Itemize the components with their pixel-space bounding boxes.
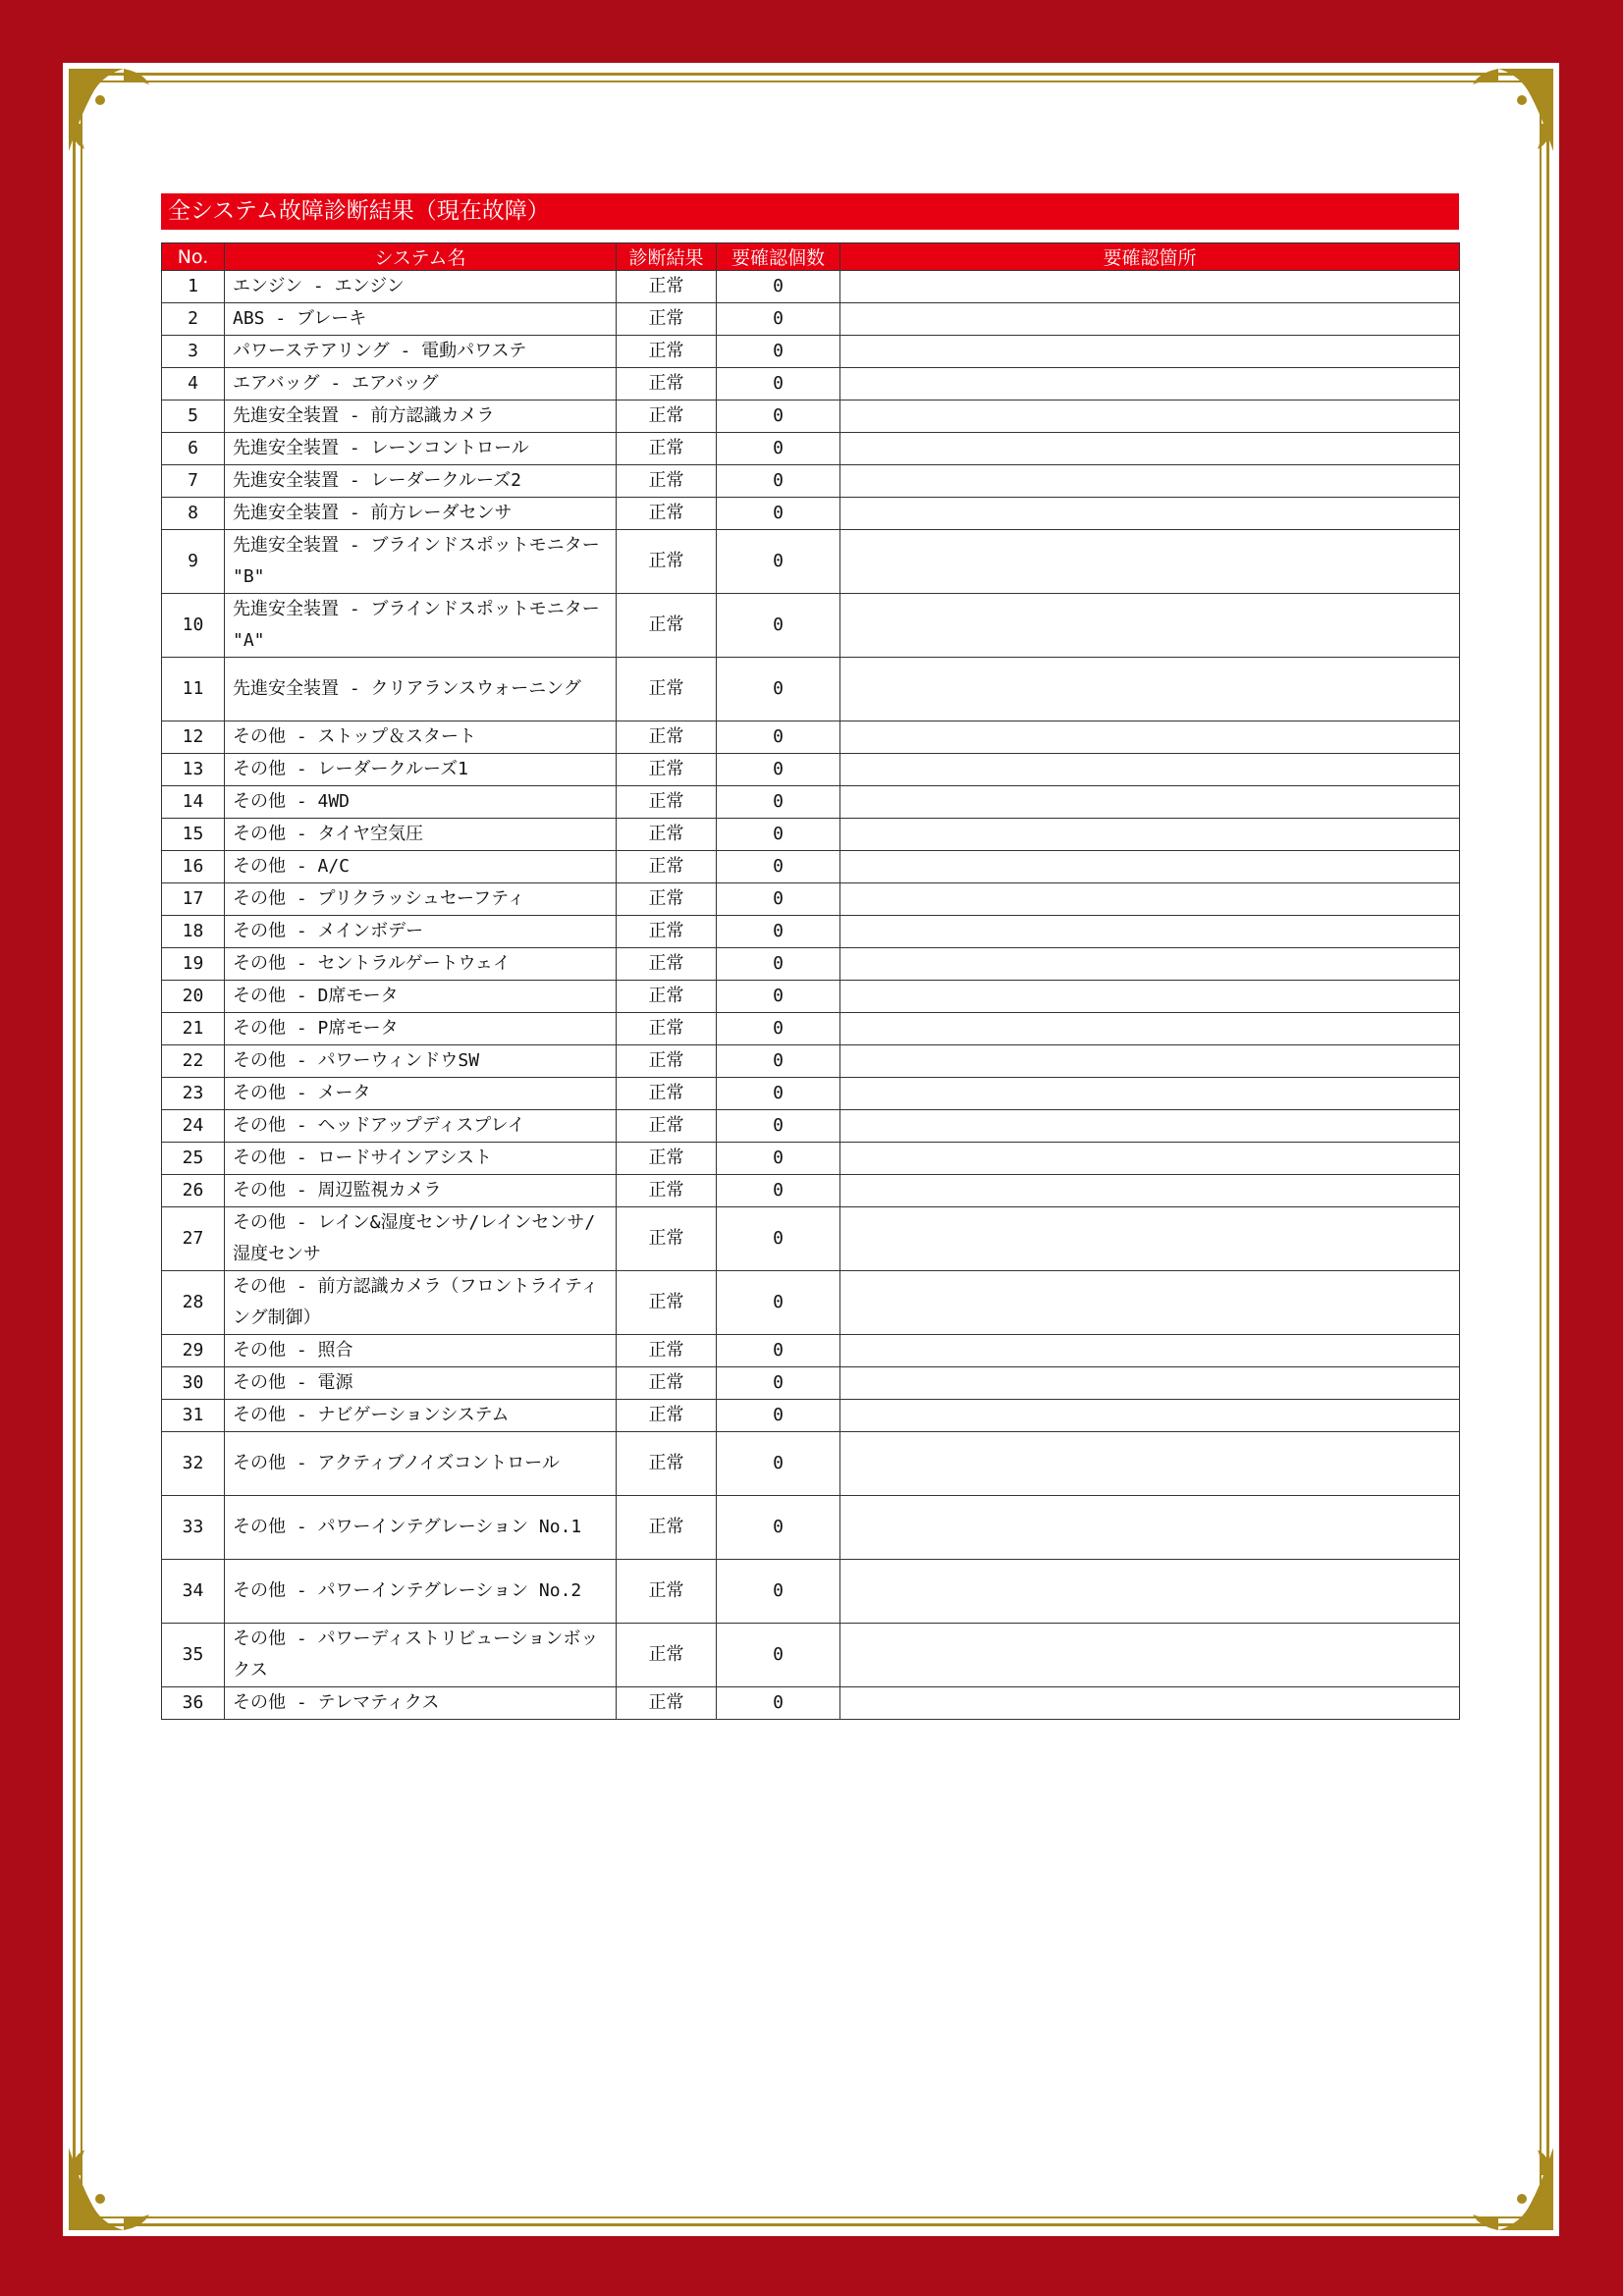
check-count-cell: 0: [717, 336, 840, 368]
diagnosis-result-cell: 正常: [617, 1400, 717, 1432]
table-header-row: [162, 243, 1460, 271]
diagnosis-result-cell: 正常: [617, 658, 717, 721]
check-count-cell: 0: [717, 1013, 840, 1045]
diagnosis-result-cell: 正常: [617, 498, 717, 530]
check-location-cell: [840, 1271, 1460, 1335]
report-sheet: [63, 63, 1559, 2236]
corner-ornament-icon: [1467, 2144, 1557, 2234]
diagnosis-result-cell: 正常: [617, 721, 717, 754]
corner-ornament-icon: [65, 65, 155, 155]
corner-ornament-icon: [65, 2144, 155, 2234]
system-name-cell: 先進安全装置 - クリアランスウォーニング: [225, 658, 617, 721]
table-row: [162, 981, 1460, 1013]
table-row: [162, 754, 1460, 786]
check-location-cell: [840, 1207, 1460, 1271]
check-count-cell: 0: [717, 303, 840, 336]
check-count-cell: 0: [717, 1687, 840, 1720]
system-name-cell: その他 - 4WD: [225, 786, 617, 819]
system-name-cell: その他 - レイン&湿度センサ/レインセンサ/湿度センサ: [225, 1207, 617, 1271]
system-name-cell: その他 - パワーディストリビューションボックス: [225, 1624, 617, 1687]
row-number: 21: [162, 1013, 225, 1045]
diagnosis-result-cell: 正常: [617, 1110, 717, 1143]
table-row: [162, 433, 1460, 465]
check-location-cell: [840, 658, 1460, 721]
check-location-cell: [840, 721, 1460, 754]
check-location-cell: [840, 594, 1460, 658]
check-count-cell: 0: [717, 948, 840, 981]
diagnosis-result-cell: 正常: [617, 400, 717, 433]
row-number: 16: [162, 851, 225, 883]
header-system-name: システム名: [225, 243, 617, 271]
system-name-cell: その他 - 前方認識カメラ（フロントライティング制御）: [225, 1271, 617, 1335]
check-count-cell: 0: [717, 1400, 840, 1432]
table-row: [162, 1432, 1460, 1496]
table-row: [162, 916, 1460, 948]
row-number: 5: [162, 400, 225, 433]
diagnosis-result-cell: 正常: [617, 1335, 717, 1367]
diagnosis-result-cell: 正常: [617, 1687, 717, 1720]
table-row: [162, 721, 1460, 754]
row-number: 29: [162, 1335, 225, 1367]
check-count-cell: 0: [717, 721, 840, 754]
check-location-cell: [840, 465, 1460, 498]
diagnosis-result-cell: 正常: [617, 916, 717, 948]
row-number: 13: [162, 754, 225, 786]
diagnosis-result-cell: 正常: [617, 1624, 717, 1687]
table-row: [162, 1400, 1460, 1432]
check-location-cell: [840, 916, 1460, 948]
table-row: [162, 1078, 1460, 1110]
check-location-cell: [840, 948, 1460, 981]
page-title: 全システム故障診断結果（現在故障）: [161, 193, 1459, 230]
system-name-cell: その他 - ロードサインアシスト: [225, 1143, 617, 1175]
check-count-cell: 0: [717, 819, 840, 851]
check-location-cell: [840, 433, 1460, 465]
check-count-cell: 0: [717, 981, 840, 1013]
diagnosis-result-cell: 正常: [617, 1175, 717, 1207]
system-name-cell: その他 - A/C: [225, 851, 617, 883]
table-row: [162, 1175, 1460, 1207]
system-name-cell: その他 - テレマティクス: [225, 1687, 617, 1720]
table-row: [162, 819, 1460, 851]
header-check-location: 要確認箇所: [840, 243, 1460, 271]
system-name-cell: 先進安全装置 - 前方レーダセンサ: [225, 498, 617, 530]
check-count-cell: 0: [717, 271, 840, 303]
row-number: 26: [162, 1175, 225, 1207]
check-count-cell: 0: [717, 1624, 840, 1687]
system-name-cell: その他 - パワーインテグレーション No.1: [225, 1496, 617, 1560]
check-location-cell: [840, 1400, 1460, 1432]
system-name-cell: 先進安全装置 - 前方認識カメラ: [225, 400, 617, 433]
check-location-cell: [840, 1045, 1460, 1078]
table-row: [162, 465, 1460, 498]
row-number: 35: [162, 1624, 225, 1687]
check-count-cell: 0: [717, 851, 840, 883]
check-location-cell: [840, 1367, 1460, 1400]
check-count-cell: 0: [717, 1367, 840, 1400]
table-row: [162, 851, 1460, 883]
check-count-cell: 0: [717, 1175, 840, 1207]
system-name-cell: その他 - ヘッドアップディスプレイ: [225, 1110, 617, 1143]
header-no: No.: [162, 243, 225, 271]
diagnosis-result-cell: 正常: [617, 336, 717, 368]
diagnosis-result-cell: 正常: [617, 1207, 717, 1271]
check-count-cell: 0: [717, 400, 840, 433]
check-location-cell: [840, 303, 1460, 336]
check-count-cell: 0: [717, 1143, 840, 1175]
row-number: 31: [162, 1400, 225, 1432]
system-name-cell: ABS - ブレーキ: [225, 303, 617, 336]
check-count-cell: 0: [717, 754, 840, 786]
diagnosis-result-cell: 正常: [617, 1045, 717, 1078]
check-location-cell: [840, 498, 1460, 530]
system-name-cell: その他 - パワーインテグレーション No.2: [225, 1560, 617, 1624]
check-location-cell: [840, 1624, 1460, 1687]
row-number: 36: [162, 1687, 225, 1720]
row-number: 23: [162, 1078, 225, 1110]
check-count-cell: 0: [717, 1045, 840, 1078]
table-row: [162, 271, 1460, 303]
check-count-cell: 0: [717, 368, 840, 400]
table-row: [162, 1271, 1460, 1335]
check-location-cell: [840, 1143, 1460, 1175]
check-location-cell: [840, 530, 1460, 594]
check-location-cell: [840, 786, 1460, 819]
table-row: [162, 948, 1460, 981]
check-location-cell: [840, 1560, 1460, 1624]
check-location-cell: [840, 754, 1460, 786]
table-row: [162, 1496, 1460, 1560]
row-number: 30: [162, 1367, 225, 1400]
table-row: [162, 594, 1460, 658]
diagnosis-result-cell: 正常: [617, 1432, 717, 1496]
system-name-cell: その他 - メータ: [225, 1078, 617, 1110]
row-number: 9: [162, 530, 225, 594]
check-location-cell: [840, 1335, 1460, 1367]
system-name-cell: その他 - ナビゲーションシステム: [225, 1400, 617, 1432]
table-row: [162, 1624, 1460, 1687]
diagnosis-result-cell: 正常: [617, 1560, 717, 1624]
system-name-cell: 先進安全装置 - レーンコントロール: [225, 433, 617, 465]
row-number: 19: [162, 948, 225, 981]
system-name-cell: エアバッグ - エアバッグ: [225, 368, 617, 400]
row-number: 22: [162, 1045, 225, 1078]
row-number: 1: [162, 271, 225, 303]
table-row: [162, 1687, 1460, 1720]
header-result: 診断結果: [617, 243, 717, 271]
row-number: 32: [162, 1432, 225, 1496]
table-row: [162, 1013, 1460, 1045]
system-name-cell: その他 - ストップ＆スタート: [225, 721, 617, 754]
check-location-cell: [840, 1496, 1460, 1560]
row-number: 8: [162, 498, 225, 530]
row-number: 4: [162, 368, 225, 400]
row-number: 3: [162, 336, 225, 368]
row-number: 7: [162, 465, 225, 498]
check-location-cell: [840, 368, 1460, 400]
system-name-cell: その他 - P席モータ: [225, 1013, 617, 1045]
row-number: 6: [162, 433, 225, 465]
system-name-cell: その他 - 周辺監視カメラ: [225, 1175, 617, 1207]
check-count-cell: 0: [717, 1271, 840, 1335]
check-count-cell: 0: [717, 786, 840, 819]
diagnosis-result-cell: 正常: [617, 303, 717, 336]
system-name-cell: その他 - D席モータ: [225, 981, 617, 1013]
diagnosis-result-cell: 正常: [617, 1496, 717, 1560]
system-name-cell: その他 - パワーウィンドウSW: [225, 1045, 617, 1078]
check-count-cell: 0: [717, 1496, 840, 1560]
row-number: 34: [162, 1560, 225, 1624]
diagnosis-result-cell: 正常: [617, 883, 717, 916]
table-row: [162, 1045, 1460, 1078]
check-location-cell: [840, 1078, 1460, 1110]
check-count-cell: 0: [717, 883, 840, 916]
check-count-cell: 0: [717, 1078, 840, 1110]
row-number: 24: [162, 1110, 225, 1143]
check-count-cell: 0: [717, 530, 840, 594]
diagnosis-result-cell: 正常: [617, 851, 717, 883]
header-check-count: 要確認個数: [717, 243, 840, 271]
diagnosis-table: [161, 242, 1460, 1720]
table-row: [162, 530, 1460, 594]
system-name-cell: 先進安全装置 - レーダークルーズ2: [225, 465, 617, 498]
system-name-cell: 先進安全装置 - ブラインドスポットモニター "A": [225, 594, 617, 658]
check-count-cell: 0: [717, 1207, 840, 1271]
diagnosis-result-cell: 正常: [617, 465, 717, 498]
check-location-cell: [840, 851, 1460, 883]
check-location-cell: [840, 271, 1460, 303]
diagnosis-result-cell: 正常: [617, 1271, 717, 1335]
row-number: 11: [162, 658, 225, 721]
check-location-cell: [840, 400, 1460, 433]
diagnosis-result-cell: 正常: [617, 271, 717, 303]
row-number: 2: [162, 303, 225, 336]
row-number: 33: [162, 1496, 225, 1560]
diagnosis-result-cell: 正常: [617, 530, 717, 594]
system-name-cell: その他 - プリクラッシュセーフティ: [225, 883, 617, 916]
table-row: [162, 498, 1460, 530]
check-count-cell: 0: [717, 498, 840, 530]
diagnosis-result-cell: 正常: [617, 754, 717, 786]
row-number: 17: [162, 883, 225, 916]
system-name-cell: その他 - 電源: [225, 1367, 617, 1400]
table-row: [162, 400, 1460, 433]
table-row: [162, 1367, 1460, 1400]
table-row: [162, 658, 1460, 721]
row-number: 14: [162, 786, 225, 819]
row-number: 27: [162, 1207, 225, 1271]
system-name-cell: エンジン - エンジン: [225, 271, 617, 303]
check-count-cell: 0: [717, 1110, 840, 1143]
check-location-cell: [840, 336, 1460, 368]
row-number: 28: [162, 1271, 225, 1335]
table-row: [162, 1207, 1460, 1271]
table-row: [162, 1335, 1460, 1367]
system-name-cell: その他 - タイヤ空気圧: [225, 819, 617, 851]
table-row: [162, 1143, 1460, 1175]
row-number: 25: [162, 1143, 225, 1175]
diagnosis-result-cell: 正常: [617, 368, 717, 400]
diagnosis-result-cell: 正常: [617, 1078, 717, 1110]
check-location-cell: [840, 981, 1460, 1013]
check-count-cell: 0: [717, 465, 840, 498]
diagnosis-result-cell: 正常: [617, 948, 717, 981]
diagnosis-result-cell: 正常: [617, 786, 717, 819]
row-number: 15: [162, 819, 225, 851]
check-location-cell: [840, 883, 1460, 916]
table-row: [162, 336, 1460, 368]
check-count-cell: 0: [717, 658, 840, 721]
row-number: 10: [162, 594, 225, 658]
check-count-cell: 0: [717, 594, 840, 658]
diagnosis-result-cell: 正常: [617, 594, 717, 658]
check-count-cell: 0: [717, 433, 840, 465]
diagnosis-result-cell: 正常: [617, 981, 717, 1013]
check-location-cell: [840, 1110, 1460, 1143]
diagnosis-result-cell: 正常: [617, 1013, 717, 1045]
system-name-cell: 先進安全装置 - ブラインドスポットモニター "B": [225, 530, 617, 594]
system-name-cell: その他 - 照合: [225, 1335, 617, 1367]
check-location-cell: [840, 1175, 1460, 1207]
table-row: [162, 883, 1460, 916]
diagnosis-result-cell: 正常: [617, 819, 717, 851]
check-location-cell: [840, 1013, 1460, 1045]
check-count-cell: 0: [717, 1432, 840, 1496]
system-name-cell: その他 - レーダークルーズ1: [225, 754, 617, 786]
table-row: [162, 1110, 1460, 1143]
row-number: 18: [162, 916, 225, 948]
check-location-cell: [840, 1432, 1460, 1496]
check-count-cell: 0: [717, 916, 840, 948]
system-name-cell: その他 - アクティブノイズコントロール: [225, 1432, 617, 1496]
corner-ornament-icon: [1467, 65, 1557, 155]
table-row: [162, 303, 1460, 336]
row-number: 20: [162, 981, 225, 1013]
diagnosis-result-cell: 正常: [617, 1367, 717, 1400]
diagnosis-result-cell: 正常: [617, 1143, 717, 1175]
check-location-cell: [840, 819, 1460, 851]
row-number: 12: [162, 721, 225, 754]
diagnosis-result-cell: 正常: [617, 433, 717, 465]
table-row: [162, 368, 1460, 400]
system-name-cell: パワーステアリング - 電動パワステ: [225, 336, 617, 368]
check-count-cell: 0: [717, 1335, 840, 1367]
table-row: [162, 786, 1460, 819]
system-name-cell: その他 - メインボデー: [225, 916, 617, 948]
check-count-cell: 0: [717, 1560, 840, 1624]
system-name-cell: その他 - セントラルゲートウェイ: [225, 948, 617, 981]
table-row: [162, 1560, 1460, 1624]
check-location-cell: [840, 1687, 1460, 1720]
